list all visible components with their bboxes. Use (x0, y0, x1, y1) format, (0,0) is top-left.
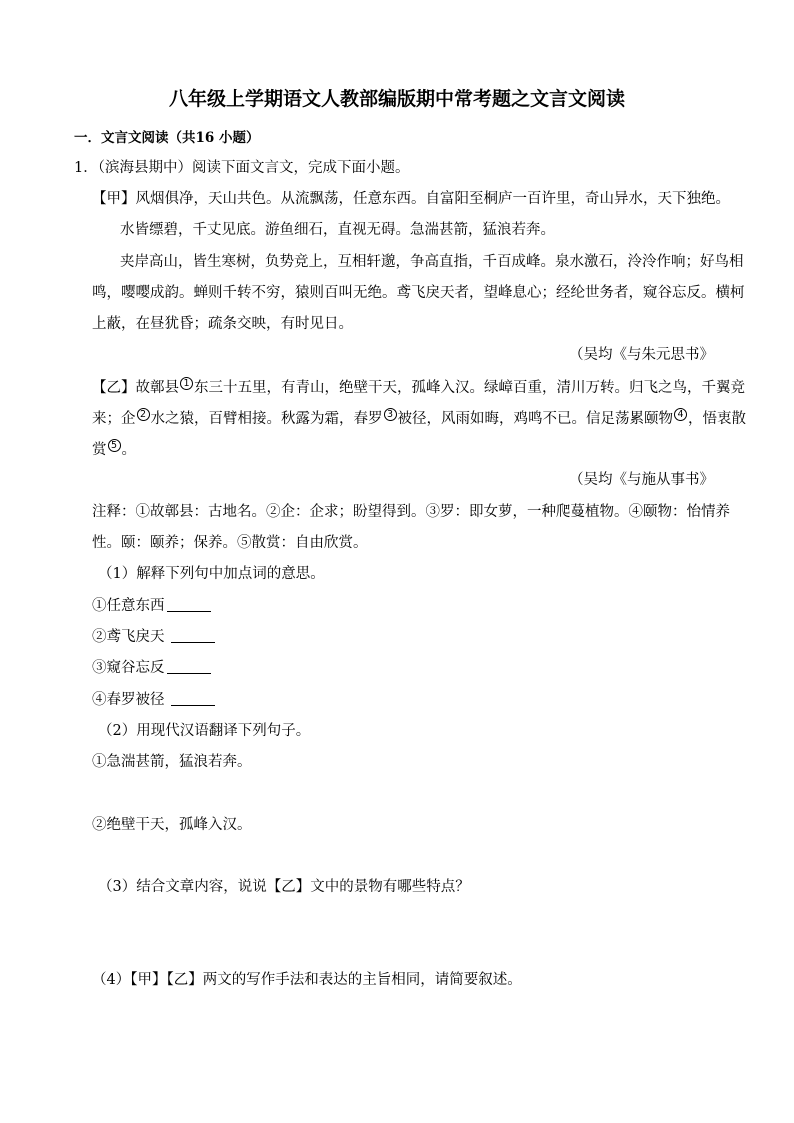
subquestion-2-prompt: （2）用现代汉语翻译下列句子。 (98, 723, 311, 739)
answer-blank[interactable] (171, 691, 215, 706)
subquestion-1-item-4: ④春罗被径 (92, 690, 215, 710)
passage-yi-line3: 赏 $^5$ 。 (92, 440, 136, 458)
answer-blank[interactable] (167, 659, 211, 674)
notes-line1: 注释：①故鄣县：古地名。②企：企求；盼望得到。③罗：即女萝，一种爬蔓植物。④颐物：怡情养 (92, 504, 730, 520)
answer-blank[interactable] (167, 597, 211, 612)
notes-line2: 性。颐：颐养；保养。⑤散赏：自由欣赏。 (92, 535, 368, 551)
passage-jia-p3-line3: 上蔽，在昼犹昏；疏条交映，有时见日。 (92, 316, 353, 332)
passage-jia-p1: 【甲】风烟俱净，天山共色。从流飘荡，任意东西。自富阳至桐庐一百许里，奇山异水，天下独绝。 (92, 191, 730, 207)
footnote-mark: 5 (108, 439, 121, 452)
passage-jia-source: （吴均《与朱元思书》 (569, 347, 714, 363)
subquestion-1-item-2: ②鸢飞戾天 (92, 627, 215, 647)
subquestion-4-prompt: （4）【甲】【乙】两文的写作手法和表达的主旨相同，请简要叙述。 (92, 972, 522, 988)
footnote-mark: 3 (384, 408, 397, 421)
question-stem-text: （滨海县期中）阅读下面文言文，完成下面小题。 (97, 160, 410, 176)
passage-yi-line2: 来；企 $^2$ 水之猿，百臂相接。秋露为霜，春罗 $^3$ 被径，风雨如晦，鸡鸣不已。信足荡累颐物 $^4$ ，悟衷散 (92, 409, 746, 427)
passage-yi-source: （吴均《与施从事书》 (569, 472, 714, 488)
footnote-mark: 1 (180, 377, 193, 390)
passage-jia-p3-line2: 鸣，嘤嘤成韵。蝉则千转不穷，猿则百叫无绝。鸢飞戾天者，望峰息心；经纶世务者，窥谷忘反。横柯 (92, 285, 745, 301)
question-number: 1． (74, 160, 98, 176)
footnote-mark: 4 (674, 408, 687, 421)
passage-yi-line1: 【乙】故鄣县 $^1$ 东三十五里，有青山，绝壁干天，孤峰入汉。绿嶂百重，清川万转。归飞之鸟，千翼竞 (92, 378, 745, 396)
subquestion-1-item-1: ①任意东西 (92, 596, 211, 616)
footnote-mark: 2 (137, 408, 150, 421)
passage-jia-p2: 水皆缥碧，千丈见底。游鱼细石，直视无碍。急湍甚箭，猛浪若奔。 (120, 222, 555, 238)
question-stem (74, 158, 409, 178)
passage-jia-p3-line1: 夹岸高山，皆生寒树，负势竞上，互相轩邈，争高直指，千百成峰。泉水激石，泠泠作响；好鸟相 (120, 254, 744, 270)
subquestion-3-prompt: （3）结合文章内容，说说【乙】文中的景物有哪些特点？ (98, 879, 470, 895)
subquestion-1-prompt: （1）解释下列句中加点词的意思。 (98, 566, 325, 582)
subquestion-2-item-1: ①急湍甚箭，猛浪若奔。 (92, 754, 252, 770)
page-title: 八年级上学期语文人教部编版期中常考题之文言文阅读 (168, 88, 625, 110)
subquestion-2-item-2: ②绝壁干天，孤峰入汉。 (92, 817, 252, 833)
section-heading: 一．文言文阅读（共16 小题） (74, 130, 260, 146)
subquestion-1-item-3: ③窥谷忘反 (92, 658, 211, 678)
answer-blank[interactable] (171, 628, 215, 643)
